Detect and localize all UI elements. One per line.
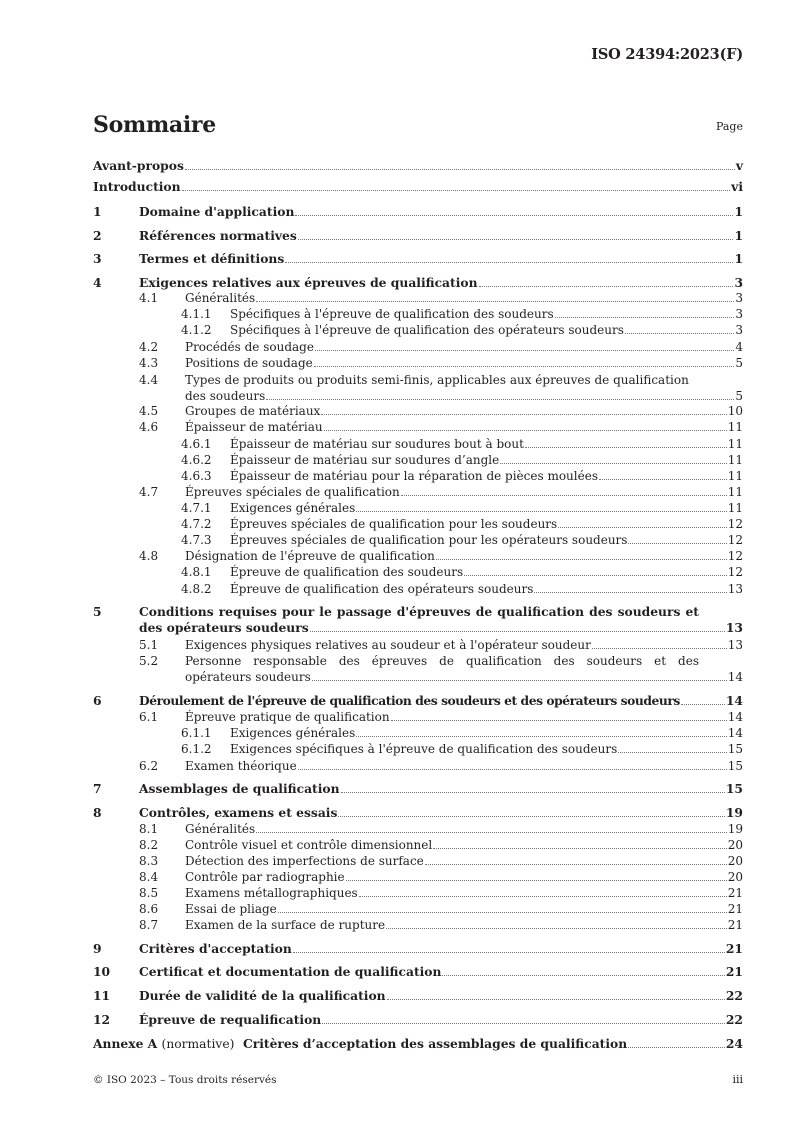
toc-entry-page: 19 xyxy=(727,822,743,836)
toc-entry-page: 14 xyxy=(727,710,743,724)
toc-entry-title: Épaisseur de matériau xyxy=(185,420,323,434)
leader-dots xyxy=(625,333,734,334)
toc-entry-number: 8.1 xyxy=(139,822,159,836)
toc-entry-4-7-1[interactable] xyxy=(93,500,743,516)
toc-entry-page: 11 xyxy=(727,501,743,515)
toc-entry-page: 19 xyxy=(725,805,743,820)
leader-dots xyxy=(425,864,727,865)
toc-entry-4-7-3[interactable] xyxy=(93,532,743,548)
toc-entry-title-line2: des opérateurs soudeurs xyxy=(139,620,309,635)
toc-entry-title: Essai de pliage xyxy=(185,902,277,916)
toc-entry-page: 21 xyxy=(727,902,743,916)
toc-entry-4-1[interactable] xyxy=(93,290,743,306)
toc-entry-4-7-2[interactable] xyxy=(93,516,743,532)
leader-dots xyxy=(442,975,724,976)
toc-entry-number: 5 xyxy=(93,604,102,619)
leader-dots xyxy=(500,463,726,464)
leader-dots xyxy=(278,912,727,913)
toc-entry-number: 4.7 xyxy=(139,485,159,499)
leader-dots xyxy=(356,736,726,737)
toc-entry-page: 11 xyxy=(727,469,743,483)
toc-entry-title: Examen de la surface de rupture xyxy=(185,918,386,932)
toc-entry-title: Exigences générales xyxy=(230,501,356,515)
toc-entry-number: 2 xyxy=(93,228,102,243)
toc-entry-page: 1 xyxy=(734,204,743,219)
toc-entry-number: 4.8.1 xyxy=(181,565,212,579)
toc-entry-4-8-2[interactable] xyxy=(93,581,743,597)
leader-dots xyxy=(346,880,727,881)
toc-entry-title: Épreuve de qualification des opérateurs soudeurs xyxy=(230,582,534,596)
leader-dots xyxy=(433,848,726,849)
toc-entry-number: 8.3 xyxy=(139,854,159,868)
toc-entry-title: Épreuve pratique de qualification xyxy=(185,710,390,724)
toc-entry-title: Positions de soudage xyxy=(185,356,313,370)
document-id: ISO 24394:2023(F) xyxy=(591,46,743,63)
leader-dots xyxy=(324,430,727,431)
toc-entry-page: 3 xyxy=(735,307,743,321)
leader-dots xyxy=(628,543,726,544)
toc-entry-6-1-2[interactable] xyxy=(93,741,743,757)
toc-entry-title: Exigences spécifiques à l'épreuve de qualification des soudeurs xyxy=(230,742,618,756)
toc-entry-title-line2: des soudeurs xyxy=(185,389,266,403)
toc-entry-number: 10 xyxy=(93,964,111,979)
toc-entry-number: 6 xyxy=(93,693,102,708)
toc-entry-1[interactable] xyxy=(93,204,743,220)
toc-entry-6-2[interactable] xyxy=(93,758,743,774)
toc-entry-number: 11 xyxy=(93,988,111,1003)
toc-entry-title: Durée de validité de la qualification xyxy=(139,988,386,1003)
leader-dots xyxy=(391,720,727,721)
toc-entry-title: Épreuves spéciales de qualification pour les soudeurs xyxy=(230,517,558,531)
toc-entry-5-2-continued[interactable] xyxy=(93,669,743,685)
leader-dots xyxy=(312,680,727,681)
leader-dots xyxy=(401,495,727,496)
toc-entry-4-3[interactable] xyxy=(93,355,743,371)
toc-entry-page: 21 xyxy=(725,941,743,956)
toc-entry-title: Introduction xyxy=(93,179,181,194)
toc-entry-page: 15 xyxy=(725,781,743,796)
toc-entry-title: Généralités xyxy=(185,822,256,836)
toc-entry-page: 3 xyxy=(735,323,743,337)
toc-entry-page: 21 xyxy=(727,918,743,932)
toc-entry-4-6-1[interactable] xyxy=(93,436,743,452)
toc-entry-number: 4.4 xyxy=(139,373,159,387)
toc-entry-title: Épreuves spéciales de qualification pour les opérateurs soudeurs xyxy=(230,533,628,547)
toc-entry-page: 12 xyxy=(727,517,743,531)
toc-entry-page: 10 xyxy=(727,404,743,418)
toc-entry-title: Désignation de l'épreuve de qualification xyxy=(185,549,435,563)
toc-entry-number: 4.1.2 xyxy=(181,323,212,337)
toc-entry-number: 6.2 xyxy=(139,759,159,773)
leader-dots xyxy=(293,952,725,953)
toc-entry-title-line1: Types de produits ou produits semi-finis, applicables aux épreuves de qualification xyxy=(185,373,689,387)
toc-entry-4-6-2[interactable] xyxy=(93,452,743,468)
leader-dots xyxy=(298,239,734,240)
toc-entry-4-2[interactable] xyxy=(93,339,743,355)
leader-dots xyxy=(479,286,734,287)
toc-entry-number: 7 xyxy=(93,781,102,796)
toc-entry-number: 4.2 xyxy=(139,340,159,354)
toc-entry-title: Groupes de matériaux xyxy=(185,404,321,418)
toc-entry-8-2[interactable] xyxy=(93,837,743,853)
toc-entry-title: Épreuve de requalification xyxy=(139,1012,322,1027)
toc-entry-number: 4.3 xyxy=(139,356,159,370)
leader-dots xyxy=(185,169,735,170)
toc-entry-7[interactable] xyxy=(93,781,743,797)
toc-entry-8-7[interactable] xyxy=(93,917,743,933)
leader-dots xyxy=(525,447,727,448)
toc-entry-title: Contrôle par radiographie xyxy=(185,870,345,884)
toc-entry-page: 12 xyxy=(727,549,743,563)
toc-entry-number: 4 xyxy=(93,275,102,290)
toc-entry-page: 12 xyxy=(727,565,743,579)
toc-entry-title: Spécifiques à l'épreuve de qualification des soudeurs xyxy=(230,307,554,321)
leader-dots xyxy=(555,317,735,318)
toc-entry-number: 8 xyxy=(93,805,102,820)
leader-dots xyxy=(681,704,725,705)
leader-dots xyxy=(618,752,726,753)
toc-entry-avant-propos[interactable] xyxy=(93,158,743,174)
toc-entry-number: 4.7.3 xyxy=(181,533,212,547)
toc-entry-page: 22 xyxy=(725,1012,743,1027)
toc-entry-6-1-1[interactable] xyxy=(93,725,743,741)
annex-label: Annexe A xyxy=(93,1036,158,1051)
leader-dots xyxy=(592,648,727,649)
toc-entry-page: 3 xyxy=(734,275,743,290)
leader-dots xyxy=(321,414,726,415)
leader-dots xyxy=(464,575,727,576)
toc-entry-number: 4.7.1 xyxy=(181,501,212,515)
annex-qualifier: (normative) xyxy=(161,1037,235,1051)
toc-entry-8-3[interactable] xyxy=(93,853,743,869)
toc-entry-4-6[interactable] xyxy=(93,419,743,435)
toc-entry-title: Spécifiques à l'épreuve de qualification des opérateurs soudeurs xyxy=(230,323,624,337)
toc-entry-page: 13 xyxy=(727,582,743,596)
leader-dots xyxy=(310,631,725,632)
page-number: iii xyxy=(732,1073,743,1086)
toc-entry-9[interactable] xyxy=(93,941,743,957)
toc-entry-title-line2: opérateurs soudeurs xyxy=(185,670,311,684)
toc-entry-page: 15 xyxy=(727,759,743,773)
toc-entry-page: 5 xyxy=(735,356,743,370)
toc-entry-page: 14 xyxy=(727,670,743,684)
toc-entry-4-1-1[interactable] xyxy=(93,306,743,322)
toc-entry-title: Termes et définitions xyxy=(139,251,285,266)
toc-entry-title: Épreuves spéciales de qualification xyxy=(185,485,400,499)
toc-entry-number: 4.1 xyxy=(139,291,159,305)
leader-dots xyxy=(599,479,727,480)
leader-dots xyxy=(256,832,727,833)
leader-dots xyxy=(387,999,725,1000)
toc-entry-title: Contrôle visuel et contrôle dimensionnel xyxy=(185,838,433,852)
toc-entry-title: Critères d'acceptation xyxy=(139,941,292,956)
toc-entry-number: 4.5 xyxy=(139,404,159,418)
leader-dots xyxy=(315,350,734,351)
toc-entry-number: 1 xyxy=(93,204,102,219)
toc-entry-number: 4.8 xyxy=(139,549,159,563)
toc-entry-page: 1 xyxy=(734,228,743,243)
toc-entry-page: 11 xyxy=(727,420,743,434)
toc-entry-page: 20 xyxy=(727,870,743,884)
leader-dots xyxy=(256,301,734,302)
annex-label-group xyxy=(93,1036,628,1052)
toc-entry-introduction[interactable] xyxy=(93,179,743,195)
toc-entry-5-continued[interactable] xyxy=(93,620,743,636)
toc-entry-title: Épaisseur de matériau pour la réparation de pièces moulées xyxy=(230,469,598,483)
toc-entry-title-line1: Personne responsable des épreuves de qualification des soudeurs et des xyxy=(185,654,699,668)
toc-entry-4-1-2[interactable] xyxy=(93,322,743,338)
toc-entry-title: Examens métallographiques xyxy=(185,886,358,900)
leader-dots xyxy=(266,399,734,400)
leader-dots xyxy=(436,559,727,560)
toc-entry-number: 4.7.2 xyxy=(181,517,212,531)
toc-entry-number: 3 xyxy=(93,251,102,266)
toc-entry-number: 12 xyxy=(93,1012,111,1027)
leader-dots xyxy=(285,262,733,263)
toc-entry-page: 20 xyxy=(727,854,743,868)
toc-entry-title: Certificat et documentation de qualification xyxy=(139,964,442,979)
toc-entry-page: 3 xyxy=(735,291,743,305)
toc-entry-3[interactable] xyxy=(93,251,743,267)
page-title: Sommaire xyxy=(93,112,216,138)
copyright-notice: © ISO 2023 – Tous droits réservés xyxy=(93,1074,277,1086)
toc-entry-title: Contrôles, examens et essais xyxy=(139,805,338,820)
toc-entry-title: Critères d’acceptation des assemblages de qualification xyxy=(242,1036,628,1051)
toc-entry-page: 11 xyxy=(727,485,743,499)
toc-entry-page: 22 xyxy=(725,988,743,1003)
toc-entry-page: 21 xyxy=(725,964,743,979)
toc-entry-8-6[interactable] xyxy=(93,901,743,917)
toc-entry-10[interactable] xyxy=(93,964,743,980)
leader-dots xyxy=(314,366,735,367)
leader-dots xyxy=(356,511,726,512)
toc-entry-11[interactable] xyxy=(93,988,743,1004)
toc-entry-number: 6.1.1 xyxy=(181,726,212,740)
toc-entry-title-line1: Conditions requises pour le passage d'épreuves de qualification des soudeurs et xyxy=(139,604,699,619)
toc-entry-12[interactable] xyxy=(93,1012,743,1028)
toc-entry-page: 12 xyxy=(727,533,743,547)
leader-dots xyxy=(558,527,727,528)
leader-dots xyxy=(182,190,731,191)
toc-entry-page: 20 xyxy=(727,838,743,852)
toc-entry-number: 5.2 xyxy=(139,654,159,668)
toc-entry-5-2[interactable] xyxy=(93,653,743,669)
toc-entry-page: 1 xyxy=(734,251,743,266)
toc-entry-6-1[interactable] xyxy=(93,709,743,725)
toc-entry-page: 14 xyxy=(727,726,743,740)
toc-entry-page: 13 xyxy=(725,620,743,635)
toc-entry-number: 8.7 xyxy=(139,918,159,932)
toc-entry-page: 11 xyxy=(727,453,743,467)
leader-dots xyxy=(386,928,727,929)
toc-entry-page: 14 xyxy=(725,693,743,708)
toc-entry-number: 8.4 xyxy=(139,870,159,884)
toc-entry-page: 21 xyxy=(727,886,743,900)
toc-entry-page: 24 xyxy=(725,1036,743,1051)
toc-entry-number: 5.1 xyxy=(139,638,159,652)
toc-entry-5[interactable] xyxy=(93,604,743,620)
toc-entry-8-5[interactable] xyxy=(93,885,743,901)
toc-entry-page: 5 xyxy=(735,389,743,403)
toc-entry-4-6-3[interactable] xyxy=(93,468,743,484)
leader-dots xyxy=(295,215,733,216)
toc-entry-number: 6.1 xyxy=(139,710,159,724)
toc-entry-4[interactable] xyxy=(93,275,743,291)
toc-entry-page: 4 xyxy=(735,340,743,354)
toc-entry-2[interactable] xyxy=(93,228,743,244)
toc-entry-4-4[interactable] xyxy=(93,372,743,388)
toc-entry-title: Épreuve de qualification des soudeurs xyxy=(230,565,464,579)
toc-entry-number: 4.6 xyxy=(139,420,159,434)
toc-entry-page: v xyxy=(735,158,743,173)
toc-entry-number: 8.2 xyxy=(139,838,159,852)
toc-entry-page: 15 xyxy=(727,742,743,756)
toc-entry-title: Exigences générales xyxy=(230,726,356,740)
toc-entry-title: Détection des imperfections de surface xyxy=(185,854,424,868)
toc-entry-number: 6.1.2 xyxy=(181,742,212,756)
page-column-label: Page xyxy=(715,120,743,133)
toc-entry-title: Épaisseur de matériau sur soudures bout à bout xyxy=(230,437,524,451)
leader-dots xyxy=(338,816,724,817)
toc-entry-4-7[interactable] xyxy=(93,484,743,500)
toc-entry-page: 11 xyxy=(727,437,743,451)
leader-dots xyxy=(322,1023,725,1024)
toc-entry-4-8[interactable] xyxy=(93,548,743,564)
toc-entry-page: 13 xyxy=(727,638,743,652)
toc-entry-number: 4.6.2 xyxy=(181,453,212,467)
toc-entry-number: 8.6 xyxy=(139,902,159,916)
toc-entry-page: vi xyxy=(731,179,743,194)
toc-entry-4-8-1[interactable] xyxy=(93,564,743,580)
toc-entry-title: Exigences relatives aux épreuves de qualification xyxy=(139,275,478,290)
leader-dots xyxy=(341,792,725,793)
toc-entry-8-4[interactable] xyxy=(93,869,743,885)
toc-entry-title: Références normatives xyxy=(139,228,297,243)
toc-entry-title: Examen théorique xyxy=(185,759,297,773)
toc-entry-title: Généralités xyxy=(185,291,256,305)
toc-entry-8[interactable] xyxy=(93,805,743,821)
leader-dots xyxy=(359,896,727,897)
toc-entry-number: 4.6.3 xyxy=(181,469,212,483)
toc-entry-title: Avant-propos xyxy=(93,158,184,173)
leader-dots xyxy=(298,769,727,770)
leader-dots xyxy=(534,592,726,593)
toc-entry-title: Épaisseur de matériau sur soudures d’angle xyxy=(230,453,500,467)
toc-entry-number: 8.5 xyxy=(139,886,159,900)
leader-dots xyxy=(628,1047,725,1048)
toc-entry-8-1[interactable] xyxy=(93,821,743,837)
toc-entry-5-1[interactable] xyxy=(93,637,743,653)
toc-entry-6[interactable] xyxy=(93,693,743,709)
toc-entry-title: Exigences physiques relatives au soudeur et à l'opérateur soudeur xyxy=(185,638,591,652)
toc-entry-number: 4.6.1 xyxy=(181,437,212,451)
toc-entry-title: Assemblages de qualification xyxy=(139,781,340,796)
toc-entry-title: Déroulement de l'épreuve de qualification des soudeurs et des opérateurs soudeurs xyxy=(139,693,680,708)
toc-entry-title: Procédés de soudage xyxy=(185,340,314,354)
toc-entry-4-4-continued[interactable] xyxy=(93,388,743,404)
toc-entry-number: 4.1.1 xyxy=(181,307,212,321)
toc-entry-title: Domaine d'application xyxy=(139,204,295,219)
toc-entry-number: 4.8.2 xyxy=(181,582,212,596)
toc-entry-annex-a[interactable] xyxy=(93,1036,743,1052)
toc-entry-number: 9 xyxy=(93,941,102,956)
toc-entry-4-5[interactable] xyxy=(93,403,743,419)
